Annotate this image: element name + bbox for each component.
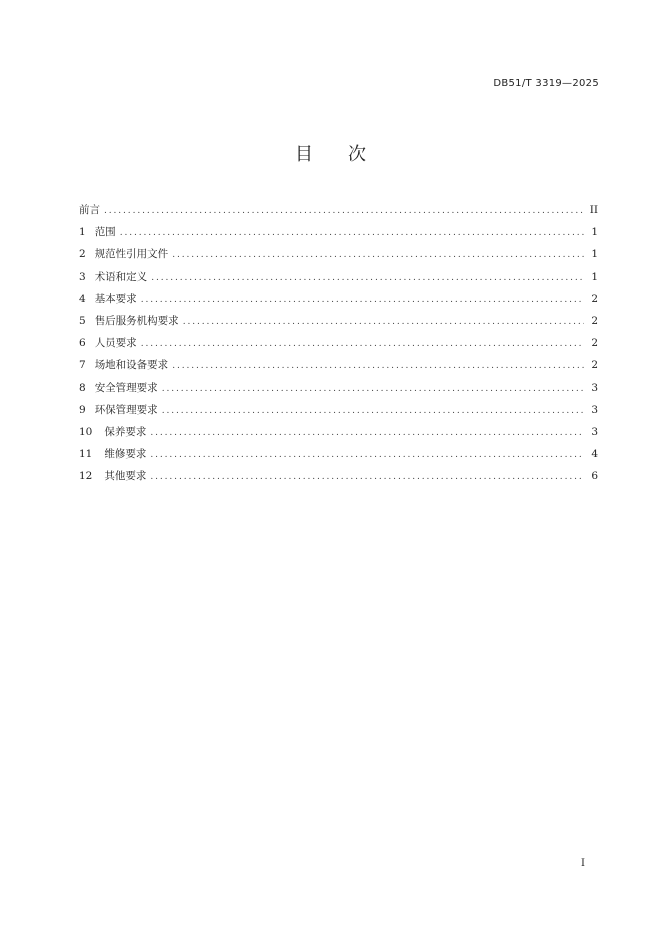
toc-entry-number: 5 xyxy=(79,314,86,327)
toc-entry-title: 基本要求 xyxy=(94,292,137,305)
toc-entry[interactable] xyxy=(79,221,598,243)
toc-entry-number: 11 xyxy=(79,448,93,461)
toc-entry-page: 1 xyxy=(591,226,598,239)
toc-entry[interactable] xyxy=(79,465,598,487)
toc-entry-page: 3 xyxy=(591,403,598,416)
toc-entry-title: 范围 xyxy=(94,226,116,239)
toc-entry-number: 3 xyxy=(79,270,86,283)
toc-entry-title: 其他要求 xyxy=(104,470,147,483)
toc-entry-page: II xyxy=(589,204,598,216)
toc-dot-leader xyxy=(151,267,584,289)
toc-dot-leader xyxy=(172,244,584,266)
toc-entry-number: 8 xyxy=(79,381,86,394)
toc-entry-title: 人员要求 xyxy=(94,337,137,350)
toc-entry[interactable] xyxy=(79,332,598,354)
toc-dot-leader xyxy=(120,222,584,244)
toc-dot-leader xyxy=(104,200,584,222)
toc-entry-number: 1 xyxy=(79,226,86,239)
toc-entry-title: 场地和设备要求 xyxy=(94,359,169,372)
toc-entry-title: 环保管理要求 xyxy=(94,403,158,416)
document-code: DB51/T 3319—2025 xyxy=(493,78,599,89)
toc-dot-leader xyxy=(150,444,584,466)
toc-dot-leader xyxy=(183,311,584,333)
toc-entry[interactable] xyxy=(79,421,598,443)
toc-entry[interactable] xyxy=(79,377,598,399)
toc-entry-number: 4 xyxy=(79,292,86,305)
toc-entry-page: 1 xyxy=(591,248,598,261)
toc-entry-number: 10 xyxy=(79,425,93,438)
toc-entry[interactable] xyxy=(79,243,598,265)
title-char-2: 次 xyxy=(348,144,367,165)
toc-entry-number: 9 xyxy=(79,403,86,416)
toc-entry-page: 2 xyxy=(591,292,598,305)
toc-entry-title: 规范性引用文件 xyxy=(94,248,169,261)
toc-entry-page: 4 xyxy=(591,448,598,461)
toc-entry-number: 2 xyxy=(79,248,86,261)
toc-dot-leader xyxy=(162,378,584,400)
page-title xyxy=(0,140,662,166)
toc-entry[interactable] xyxy=(79,288,598,310)
toc-entry[interactable] xyxy=(79,443,598,465)
toc-entry-title: 术语和定义 xyxy=(94,270,148,283)
table-of-contents xyxy=(79,199,598,487)
toc-entry-title: 安全管理要求 xyxy=(94,381,158,394)
toc-dot-leader xyxy=(141,333,584,355)
toc-entry-page: 3 xyxy=(591,381,598,394)
toc-entry-title: 售后服务机构要求 xyxy=(94,314,179,327)
toc-dot-leader xyxy=(150,466,584,488)
toc-entry-title: 前言 xyxy=(79,204,100,216)
toc-entry-page: 1 xyxy=(591,270,598,283)
toc-entry[interactable] xyxy=(79,266,598,288)
toc-entry-title: 保养要求 xyxy=(104,425,147,438)
toc-dot-leader xyxy=(162,400,584,422)
page-number: I xyxy=(581,858,585,869)
toc-entry-page: 2 xyxy=(591,337,598,350)
toc-entry-number: 6 xyxy=(79,337,86,350)
toc-entry-page: 2 xyxy=(591,359,598,372)
toc-entry-number: 7 xyxy=(79,359,86,372)
toc-entry[interactable] xyxy=(79,354,598,376)
toc-dot-leader xyxy=(141,289,584,311)
toc-entry[interactable] xyxy=(79,199,598,221)
toc-entry-number: 12 xyxy=(79,470,93,483)
toc-entry[interactable] xyxy=(79,310,598,332)
toc-dot-leader xyxy=(150,422,584,444)
toc-entry-title: 维修要求 xyxy=(104,448,147,461)
toc-dot-leader xyxy=(172,355,584,377)
title-char-1: 目 xyxy=(295,144,314,165)
toc-entry-page: 3 xyxy=(591,425,598,438)
toc-entry-page: 6 xyxy=(591,470,598,483)
toc-entry-page: 2 xyxy=(591,314,598,327)
toc-entry[interactable] xyxy=(79,399,598,421)
